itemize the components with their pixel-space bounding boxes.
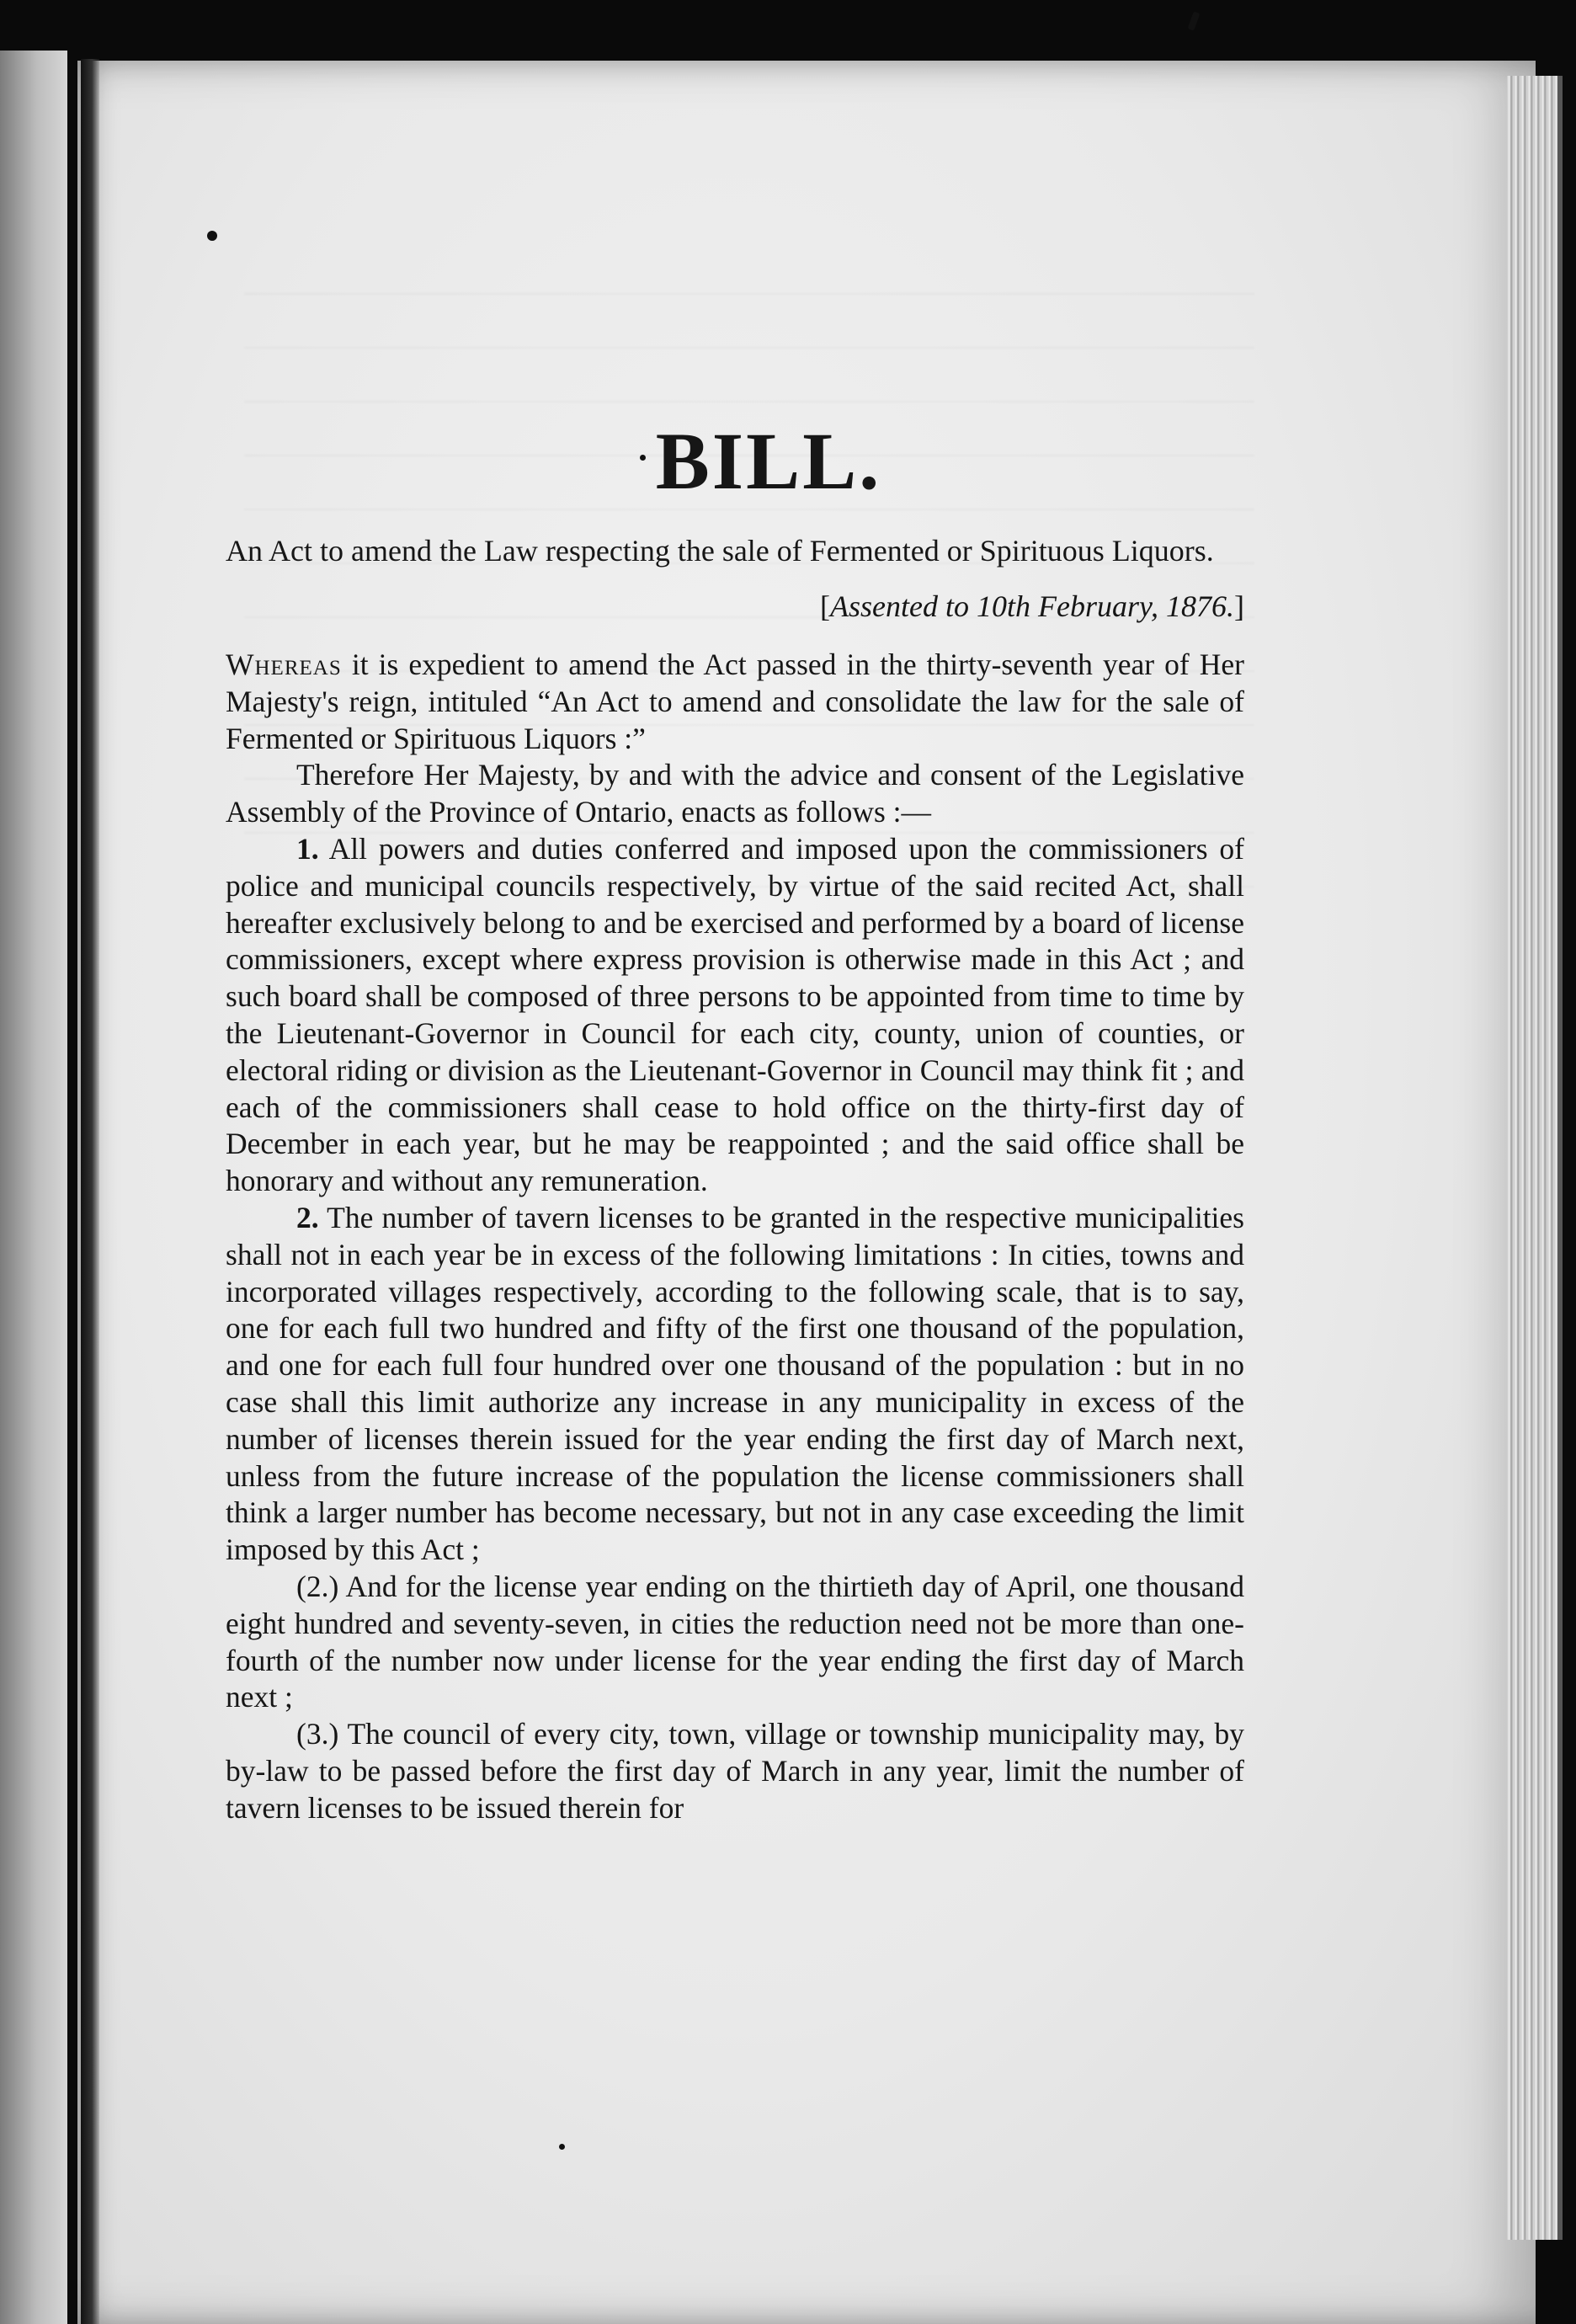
section-text: All powers and duties conferred and imposed upon the commissioners of police and municipal councils respectively, by virtue of the said recited Act, shall hereafter exclusively belong to and be exercised and performed by a board of license commissioners, except where express provision is otherwise made in this Act ; and such board shall be composed of three persons to be appointed from time to time by the Lieutenant-Governor in Council for each city, county, union of counties, or electoral riding or division as the Lieutenant-Governor in Council may think fit ; and each of the commissioners shall cease to hold office on the thirty-first day of December in each year, but he may be reappointed ; and the said office shall be honorary and without any remuneration. — [226, 831, 1244, 1198]
assent-close-bracket: ] — [1234, 589, 1244, 623]
ink-speck — [1187, 11, 1200, 30]
section-number: (2.) — [296, 1569, 339, 1603]
bill-subtitle: An Act to amend the Law respecting the sale of Fermented or Spirituous Liquors. — [226, 534, 1214, 568]
facing-page-edge — [0, 51, 67, 2324]
section-text: The council of every city, town, village or township municipality may, by by-law to be passed before the first day of March in any year, limit the number of tavern licenses to be issued therein for — [226, 1717, 1245, 1825]
enacting-clause: Therefore Her Majesty, by and with the advice and consent of the Legislative Assembly of the Province of Ontario, enacts as follows :— — [226, 758, 1244, 829]
section-2-sub-2 — [226, 1569, 1244, 1716]
binding-gutter — [81, 59, 99, 2324]
section-2-sub-3 — [226, 1716, 1244, 1826]
ink-speck — [207, 231, 217, 241]
section-number: 1. — [296, 831, 319, 866]
section-number: 2. — [296, 1200, 319, 1234]
page-edges — [1507, 76, 1563, 2240]
section-text: And for the license year ending on the thirtieth day of April, one thousand eight hundred and seventy-seven, in cities the reduction need not be more than one-fourth of the number now under license for the year ending the first day of March next ; — [226, 1569, 1244, 1714]
section-1 — [226, 831, 1244, 1200]
section-2 — [226, 1200, 1244, 1569]
assent-open-bracket: [ — [820, 589, 831, 623]
page-title: BILL. — [655, 416, 882, 506]
assent-text: Assented to 10th February, 1876. — [830, 589, 1234, 623]
ink-speck — [559, 2144, 565, 2150]
bill-text — [226, 416, 1245, 1827]
assent-date — [226, 588, 1244, 625]
section-number: (3.) — [296, 1717, 339, 1751]
section-text: The number of tavern licenses to be granted in the respective municipalities shall not in each year be in excess of the following limitations : In cities, towns and incorporated villages respectively, according to the following scale, that is to say, one for each full two hundred and fifty of the first one thousand of the population, and one for each full four hundred over one thousand of the population : but in no case shall this limit authorize any increase in any municipality in excess of the number of licenses therein issued for the year ending the first day of March next, unless from the future increase of the population the license commissioners shall think a larger number has become necessary, but not in any case exceeding the limit imposed by this Act ; — [226, 1200, 1244, 1567]
preamble-text: it is expedient to amend the Act passed in the thirty-seventh year of Her Majesty's reign, intituled “An Act to amend and consolidate the law for the sale of Fermented or Spirituous Liquors :” — [226, 648, 1244, 755]
preamble-lead-word: Whereas — [226, 648, 342, 681]
preamble — [226, 647, 1244, 757]
